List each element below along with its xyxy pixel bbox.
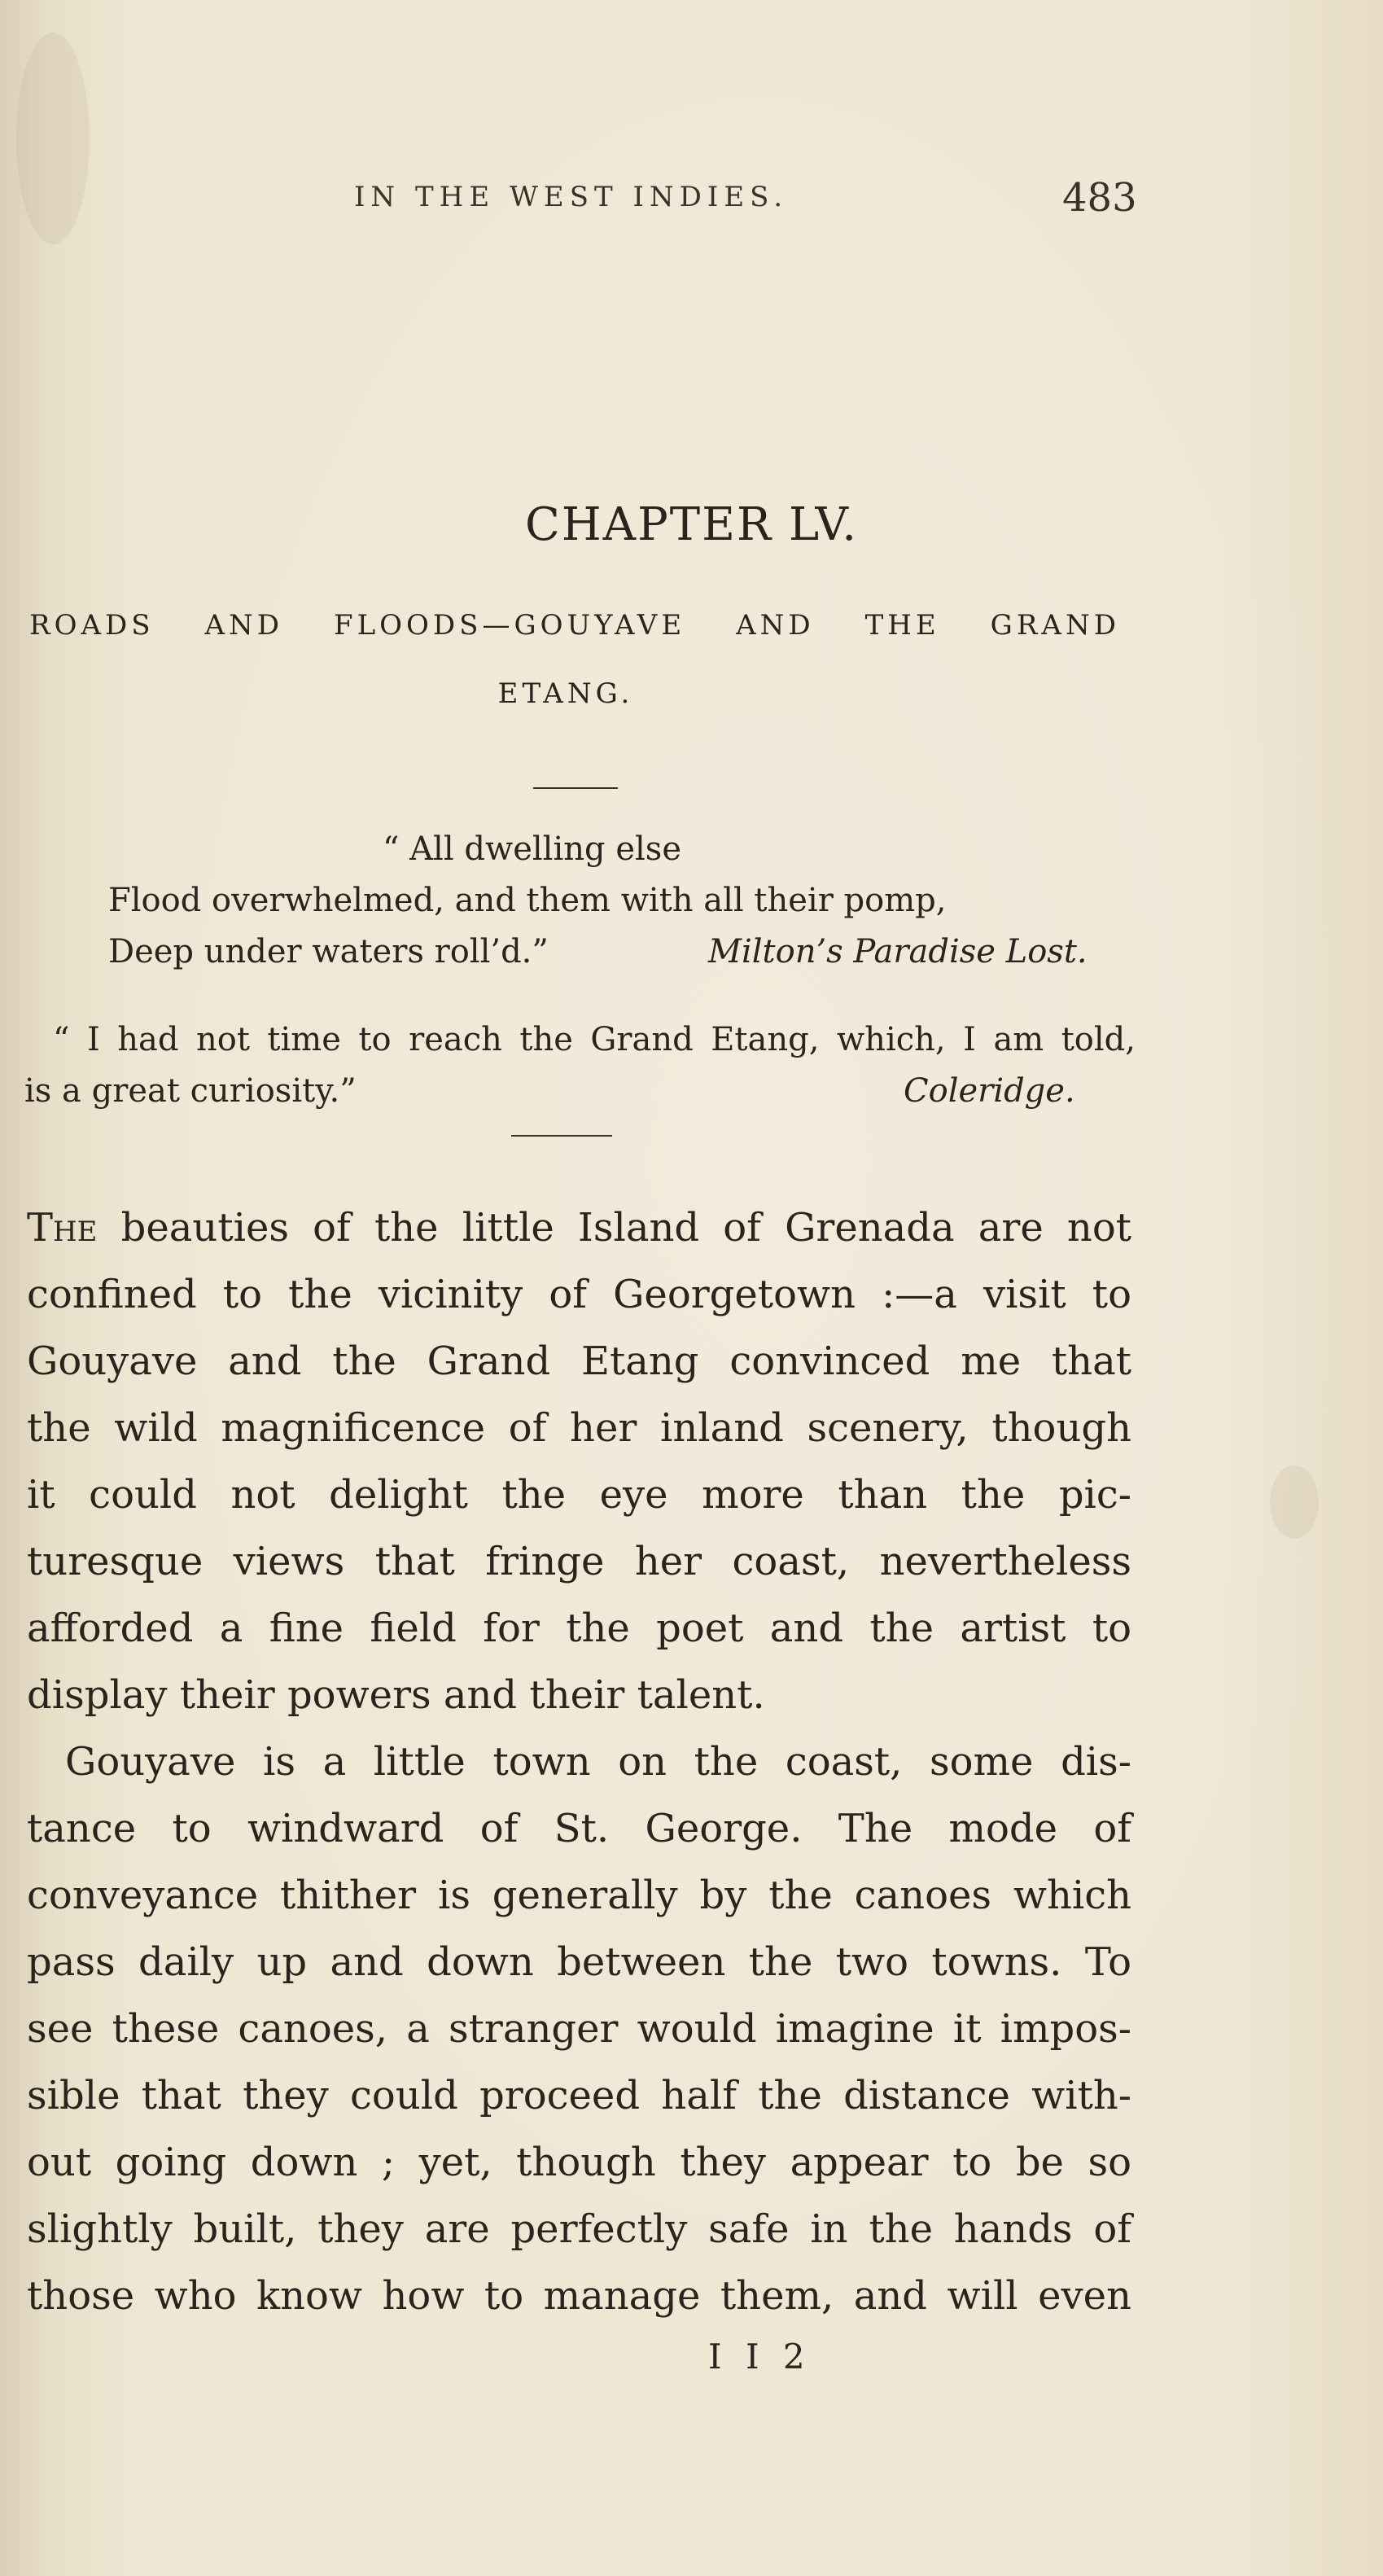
divider-rule bbox=[533, 787, 618, 789]
body-text-line: turesque views that fringe her coast, nevertheless bbox=[27, 1539, 1131, 1584]
page-number: 483 bbox=[1062, 175, 1137, 221]
divider-rule bbox=[511, 1135, 612, 1137]
signature-mark: I I 2 bbox=[708, 2337, 812, 2377]
body-text-line: out going down ; yet, though they appear to be so bbox=[27, 2140, 1131, 2185]
body-text-line: confined to the vicinity of Georgetown :—a visit to bbox=[27, 1272, 1131, 1317]
chapter-subtitle-continued: ETANG. bbox=[497, 677, 634, 710]
drop-word: The bbox=[27, 1205, 98, 1251]
epigraph-line: “ I had not time to reach the Grand Etang, which, I am told, bbox=[53, 1021, 1136, 1058]
paper-stain bbox=[16, 33, 90, 244]
body-text-line: those who know how to manage them, and will even bbox=[27, 2273, 1131, 2319]
paper-stain bbox=[1270, 1465, 1319, 1539]
body-text-line: pass daily up and down between the two towns. To bbox=[27, 1939, 1131, 1985]
epigraph-line: “ All dwelling else bbox=[383, 830, 681, 868]
body-text-line: Gouyave is a little town on the coast, some dis- bbox=[65, 1739, 1131, 1785]
body-text-line: conveyance thither is generally by the canoes which bbox=[27, 1873, 1131, 1918]
chapter-subtitle: ROADS AND FLOODS—GOUYAVE AND THE GRAND bbox=[29, 609, 1120, 642]
body-text-line: slightly built, they are perfectly safe in the hands of bbox=[27, 2206, 1131, 2252]
body-text-line: see these canoes, a stranger would imagine it impos- bbox=[27, 2006, 1131, 2052]
epigraph-line: Flood overwhelmed, and them with all their pomp, bbox=[108, 882, 947, 919]
body-text-line: display their powers and their talent. bbox=[27, 1672, 765, 1718]
epigraph-line: is a great curiosity.” bbox=[24, 1072, 357, 1110]
running-head: IN THE WEST INDIES. bbox=[354, 181, 789, 213]
body-text-line: it could not delight the eye more than the pic- bbox=[27, 1472, 1131, 1518]
body-text-line: afforded a fine field for the poet and the artist to bbox=[27, 1606, 1131, 1651]
epigraph-attribution: Coleridge. bbox=[904, 1072, 1075, 1110]
body-text-line: the wild magnificence of her inland scenery, though bbox=[27, 1405, 1131, 1451]
body-text-line: Gouyave and the Grand Etang convinced me that bbox=[27, 1338, 1131, 1384]
body-text-line: tance to windward of St. George. The mode of bbox=[27, 1806, 1131, 1851]
chapter-title: CHAPTER LV. bbox=[525, 498, 858, 551]
body-text-line: The beauties of the little Island of Grenada are not bbox=[27, 1205, 1131, 1251]
body-text-line: sible that they could proceed half the distance with- bbox=[27, 2073, 1131, 2118]
epigraph-line: Deep under waters roll’d.” bbox=[108, 933, 549, 970]
epigraph-attribution: Milton’s Paradise Lost. bbox=[708, 933, 1088, 970]
